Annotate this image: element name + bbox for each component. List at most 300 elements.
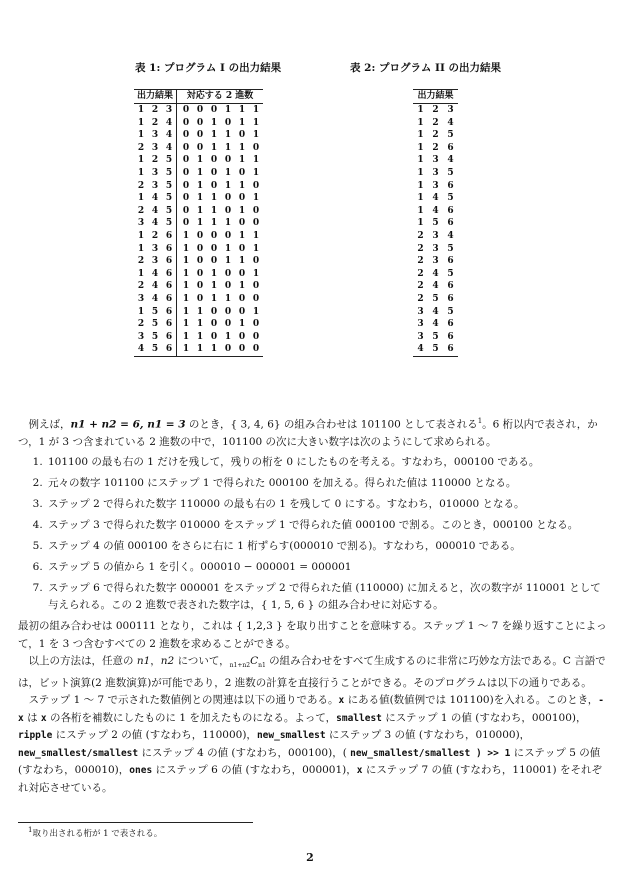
table1-binary-cell: 0 bbox=[238, 293, 246, 304]
table2-row bbox=[413, 343, 458, 356]
table1-row bbox=[134, 268, 263, 281]
table1-row bbox=[134, 129, 263, 142]
footnote-marker: 1 bbox=[477, 417, 483, 425]
table1-binary-cell: 0 bbox=[210, 180, 218, 191]
table1-binary-cell: 0 bbox=[224, 193, 232, 204]
table1-binary-cell: 1 bbox=[210, 193, 218, 204]
table1-output-cell: 1 bbox=[137, 117, 145, 128]
table1-binary-cell: 1 bbox=[196, 306, 204, 317]
table2-row bbox=[413, 167, 458, 180]
table1-output-cell: 2 bbox=[137, 281, 145, 292]
table1-binary-cell: 1 bbox=[252, 230, 260, 241]
table2-row bbox=[413, 192, 458, 205]
table1-output-cell: 5 bbox=[165, 205, 173, 216]
table1-binary-cell: 1 bbox=[238, 180, 246, 191]
code-smallest: smallest bbox=[336, 712, 382, 724]
table1-output-cell: 6 bbox=[165, 281, 173, 292]
table2-output-cell: 6 bbox=[447, 180, 454, 191]
table1-output-cell: 4 bbox=[151, 218, 159, 229]
table1-row bbox=[134, 217, 263, 230]
table1-binary-cell: 0 bbox=[177, 180, 194, 193]
intro-text-2: のとき，{ 3, 4, 6} の組み合わせは 101100 として表される bbox=[185, 418, 478, 431]
table1-binary-cell: 1 bbox=[224, 105, 232, 115]
table1-binary-cell: 0 bbox=[210, 331, 218, 342]
table2-output-cell: 4 bbox=[432, 193, 439, 204]
table1-binary-cell: 1 bbox=[193, 343, 207, 356]
table1-binary-cell: 0 bbox=[196, 256, 204, 267]
table1-output-cell: 2 bbox=[137, 142, 145, 153]
table2-row bbox=[413, 318, 458, 331]
table1-binary-cell: 1 bbox=[224, 180, 232, 191]
table1-binary-cell: 1 bbox=[210, 130, 218, 141]
table1-output-cell: 1 bbox=[137, 268, 145, 279]
table1-binary-cell: 0 bbox=[224, 205, 232, 216]
table1-output-cell: 6 bbox=[165, 268, 173, 279]
table1-binary-cell: 0 bbox=[235, 343, 249, 356]
table1-output-cell: 4 bbox=[151, 193, 159, 204]
table2-output-cell: 2 bbox=[417, 293, 424, 304]
table2-output-cell: 1 bbox=[417, 130, 424, 141]
table1-output-cell: 5 bbox=[151, 306, 159, 317]
table2-row bbox=[413, 243, 458, 256]
table1-output-cell: 6 bbox=[165, 293, 173, 304]
table1-caption: 表 1: プログラム I の出力結果 bbox=[135, 62, 282, 74]
table2-output-cell: 6 bbox=[447, 281, 454, 292]
p4-text-i: にステップ 5 の値 (すなわち，000010)， bbox=[18, 746, 601, 777]
step-item: 4. ステップ 3 で得られた数字 010000 をステップ 1 で得られた値 000100 で割る。このとき，000100 となる。 bbox=[46, 517, 608, 535]
paragraph-4 bbox=[18, 692, 608, 797]
code-new-smallest: new_smallest bbox=[256, 730, 326, 742]
table2-output-cell: 4 bbox=[432, 205, 439, 216]
step-item: 7. ステップ 6 で得られた数字 000001 をステップ 2 で得られた値 (110000) に加えると，次の数字が 110001 として与えられる。この 2 進数で表された数字は，{ 1, 5, 6 } の組み合わせに対応する。 bbox=[46, 580, 608, 615]
table1-binary-cell: 1 bbox=[238, 155, 246, 166]
p4-text-h: にステップ 4 の値 (すなわち，000100)，( bbox=[138, 746, 351, 759]
table1-output-cell: 4 bbox=[151, 205, 159, 216]
table2-output-cell: 2 bbox=[417, 256, 424, 267]
table1-row bbox=[134, 280, 263, 293]
table1-binary-cell: 1 bbox=[196, 180, 204, 191]
code-x: x bbox=[338, 695, 345, 707]
table1-output-cell: 5 bbox=[148, 343, 162, 356]
table1-binary-cell: 0 bbox=[177, 217, 194, 230]
table1-binary-cell: 1 bbox=[196, 167, 204, 178]
table1-binary-cell: 0 bbox=[224, 306, 232, 317]
table1-output-cell: 2 bbox=[151, 105, 159, 115]
table1-binary-cell: 0 bbox=[177, 167, 194, 180]
p4-text-c: は bbox=[23, 711, 41, 724]
table1-output-cell: 6 bbox=[165, 319, 173, 330]
p3-text: 以上の方法は，任意の bbox=[28, 655, 137, 667]
table1-output-cell: 4 bbox=[165, 117, 173, 128]
table1-output-cell: 2 bbox=[151, 155, 159, 166]
table1-row bbox=[134, 255, 263, 268]
table1-binary-cell: 1 bbox=[196, 155, 204, 166]
table2-row bbox=[413, 142, 458, 155]
table2-output-cell: 2 bbox=[417, 281, 424, 292]
table1-binary-cell: 1 bbox=[252, 268, 260, 279]
table1-output-cell: 6 bbox=[165, 230, 173, 241]
table2-row bbox=[413, 293, 458, 306]
table1-binary-cell: 0 bbox=[221, 343, 235, 356]
table1-output-cell: 3 bbox=[165, 105, 173, 115]
table1-binary-cell: 1 bbox=[224, 218, 232, 229]
code-negx: -x bbox=[18, 695, 605, 724]
table1-output-cell: 5 bbox=[165, 180, 173, 191]
table1-binary-cell: 0 bbox=[196, 117, 204, 128]
table1-binary-cell: 1 bbox=[210, 117, 218, 128]
intro-paragraph bbox=[18, 413, 608, 452]
table1-header-binary: 対応する 2 進数 bbox=[177, 90, 264, 104]
code-x: x bbox=[40, 712, 47, 724]
p4-text-e: にステップ 1 の値 (すなわち，000100)， bbox=[381, 711, 587, 724]
table2 bbox=[413, 89, 458, 357]
code-ones: ones bbox=[129, 765, 153, 777]
table1 bbox=[134, 89, 263, 357]
table2-output-cell: 6 bbox=[447, 205, 454, 216]
table2-output-cell: 3 bbox=[417, 306, 424, 317]
table2-output-cell: 1 bbox=[417, 117, 424, 128]
table1-binary-cell: 1 bbox=[210, 268, 218, 279]
table1-binary-cell: 1 bbox=[210, 142, 218, 153]
table2-output-cell: 5 bbox=[447, 306, 454, 317]
table1-binary-cell: 0 bbox=[238, 306, 246, 317]
step-item: 3. ステップ 2 で得られた数字 110000 の最も右の 1 を残して 0 にする。すなわち，010000 となる。 bbox=[46, 496, 608, 514]
p3-text-2: について， bbox=[174, 655, 230, 667]
table1-binary-cell: 1 bbox=[210, 281, 218, 292]
table1-output-cell: 5 bbox=[151, 331, 159, 342]
paragraph-3 bbox=[18, 653, 608, 692]
table1-binary-cell: 0 bbox=[210, 319, 218, 330]
table1-output-cell: 3 bbox=[151, 256, 159, 267]
table1-binary-cell: 1 bbox=[224, 256, 232, 267]
table1-binary-cell: 1 bbox=[196, 218, 204, 229]
table1-binary-cell: 0 bbox=[252, 331, 260, 342]
table1-binary-cell: 0 bbox=[252, 205, 260, 216]
table1-header-output: 出力結果 bbox=[134, 90, 177, 104]
table1-binary-cell: 0 bbox=[224, 155, 232, 166]
table1-binary-cell: 1 bbox=[238, 281, 246, 292]
table2-output-cell: 4 bbox=[432, 319, 439, 330]
table1-binary-cell: 0 bbox=[196, 230, 204, 241]
table1-binary-cell: 0 bbox=[196, 281, 204, 292]
table2-row bbox=[413, 104, 458, 117]
table1-binary-cell: 1 bbox=[252, 243, 260, 254]
table1-binary-cell: 1 bbox=[252, 105, 260, 115]
step-item: 1. 101100 の最も右の 1 だけを残して，残りの桁を 0 にしたものを考える。すなわち，000100 である。 bbox=[46, 454, 608, 472]
table2-output-cell: 3 bbox=[432, 230, 439, 241]
table2-output-cell: 3 bbox=[432, 155, 439, 166]
table2-output-cell: 5 bbox=[447, 193, 454, 204]
table1-binary-cell: 0 bbox=[210, 306, 218, 317]
table2-output-cell: 3 bbox=[432, 167, 439, 178]
table1-row bbox=[134, 343, 263, 356]
table1-binary-cell: 1 bbox=[252, 130, 260, 141]
table2-output-cell: 6 bbox=[447, 218, 454, 229]
code-x: x bbox=[356, 765, 363, 777]
table1-output-cell: 1 bbox=[137, 306, 145, 317]
table1-binary-cell: 1 bbox=[224, 142, 232, 153]
p4-text-j: にステップ 6 の値 (すなわち，000001)， bbox=[152, 764, 357, 777]
table2-output-cell: 3 bbox=[432, 243, 439, 254]
table1-output-cell: 5 bbox=[165, 193, 173, 204]
table1-binary-cell: 0 bbox=[252, 256, 260, 267]
table1-output-cell: 1 bbox=[137, 243, 145, 254]
table1-binary-cell: 0 bbox=[238, 193, 246, 204]
table1-row bbox=[134, 243, 263, 256]
table1-output-cell: 1 bbox=[137, 130, 145, 141]
code-ripple: ripple bbox=[18, 730, 53, 742]
table2-output-cell: 1 bbox=[417, 155, 424, 166]
p4-text-g: にステップ 3 の値 (すなわち，010000)， bbox=[325, 729, 531, 742]
table1-output-cell: 3 bbox=[151, 243, 159, 254]
table2-output-cell: 1 bbox=[417, 142, 424, 153]
table2-output-cell: 1 bbox=[417, 218, 424, 229]
table1-output-cell: 4 bbox=[165, 142, 173, 153]
table2-output-cell: 2 bbox=[432, 130, 439, 141]
table1-output-cell: 6 bbox=[165, 243, 173, 254]
table1-binary-cell: 0 bbox=[238, 167, 246, 178]
table2-output-cell: 6 bbox=[447, 142, 454, 153]
table2-output-cell: 4 bbox=[447, 117, 454, 128]
table2-output-cell: 1 bbox=[417, 205, 424, 216]
table1-binary-cell: 1 bbox=[177, 331, 194, 344]
footnote bbox=[28, 826, 162, 839]
table1-binary-cell: 1 bbox=[224, 331, 232, 342]
table1-output-cell: 4 bbox=[134, 343, 148, 356]
paragraph-2: 最初の組み合わせは 000111 となり，これは { 1,2,3 } を取り出すことを意味する。ステップ 1 ～ 7 を繰り返すことによって，1 を 3 つ含むすべての 2 進数を求めることができる。 bbox=[18, 620, 607, 650]
table2-output-cell: 5 bbox=[432, 331, 439, 342]
table1-binary-cell: 1 bbox=[238, 117, 246, 128]
table1-binary-cell: 1 bbox=[177, 255, 194, 268]
table1-binary-cell: 1 bbox=[238, 205, 246, 216]
table1-output-cell: 3 bbox=[151, 130, 159, 141]
table1-output-cell: 6 bbox=[165, 331, 173, 342]
table1-binary-cell: 1 bbox=[177, 230, 194, 243]
table2-caption: 表 2: プログラム II の出力結果 bbox=[350, 62, 502, 74]
table1-binary-cell: 1 bbox=[177, 306, 194, 319]
table1-output-cell: 3 bbox=[137, 293, 145, 304]
table2-output-cell: 6 bbox=[443, 343, 458, 356]
table1-binary-cell: 0 bbox=[210, 167, 218, 178]
table1-binary-cell: 1 bbox=[224, 293, 232, 304]
table1-binary-cell: 0 bbox=[224, 319, 232, 330]
table2-output-cell: 4 bbox=[447, 230, 454, 241]
p3-comb-n1: n1 bbox=[258, 662, 266, 670]
table1-binary-cell: 1 bbox=[196, 205, 204, 216]
table1-output-cell: 6 bbox=[165, 256, 173, 267]
page-number: 2 bbox=[306, 851, 314, 864]
table1-binary-cell: 1 bbox=[238, 142, 246, 153]
table2-header-output: 出力結果 bbox=[413, 90, 458, 104]
table2-output-cell: 2 bbox=[417, 268, 424, 279]
table2-output-cell: 1 bbox=[417, 193, 424, 204]
table2-row bbox=[413, 129, 458, 142]
step-item: 6. ステップ 5 の値から 1 を引く。000010 − 000001 = 000001 bbox=[46, 559, 608, 577]
table1-binary-cell: 0 bbox=[210, 155, 218, 166]
table2-row bbox=[413, 230, 458, 243]
table2-output-cell: 5 bbox=[447, 130, 454, 141]
table2-row bbox=[413, 280, 458, 293]
table1-binary-cell: 0 bbox=[177, 192, 194, 205]
table1-row bbox=[134, 230, 263, 243]
table1-binary-cell: 0 bbox=[196, 142, 204, 153]
p3-comb-c: C bbox=[250, 655, 259, 667]
table2-output-cell: 2 bbox=[417, 243, 424, 254]
table1-binary-cell: 1 bbox=[196, 331, 204, 342]
footnote-rule bbox=[18, 822, 253, 823]
table1-binary-cell: 0 bbox=[177, 117, 194, 130]
table2-output-cell: 4 bbox=[413, 343, 428, 356]
table1-binary-cell: 1 bbox=[177, 293, 194, 306]
table2-row bbox=[413, 331, 458, 344]
table1-output-cell: 5 bbox=[151, 319, 159, 330]
step-list bbox=[18, 454, 608, 615]
table2-output-cell: 4 bbox=[432, 268, 439, 279]
main-text bbox=[18, 413, 608, 797]
table1-output-cell: 4 bbox=[165, 130, 173, 141]
table1-binary-cell: 1 bbox=[252, 167, 260, 178]
table1-row bbox=[134, 180, 263, 193]
table1-output-cell: 3 bbox=[151, 142, 159, 153]
p4-text-b: にある値(数値例では 101100)を入れる。このとき， bbox=[344, 694, 599, 707]
table1-binary-cell: 0 bbox=[238, 268, 246, 279]
table1-binary-cell: 0 bbox=[210, 256, 218, 267]
table2-output-cell: 3 bbox=[417, 331, 424, 342]
table2-output-cell: 1 bbox=[417, 167, 424, 178]
table1-output-cell: 2 bbox=[151, 230, 159, 241]
table1-binary-cell: 1 bbox=[238, 105, 246, 115]
table2-output-cell: 5 bbox=[447, 268, 454, 279]
table2-output-cell: 2 bbox=[432, 117, 439, 128]
table1-binary-cell: 0 bbox=[210, 230, 218, 241]
table2-row bbox=[413, 306, 458, 319]
table1-row bbox=[134, 318, 263, 331]
table1-output-cell: 2 bbox=[137, 256, 145, 267]
p3-comb-sub: n1+n2 bbox=[229, 662, 251, 670]
table1-binary-cell: 1 bbox=[177, 343, 194, 356]
table1-output-cell: 5 bbox=[165, 167, 173, 178]
intro-text-3: 。6 桁以内で表され，かつ，1 が 3 つ含まれている 2 進数の中で，101100 の次に大きい数字は次のようにして求められる。 bbox=[18, 418, 598, 448]
table1-row bbox=[134, 205, 263, 218]
table1-output-cell: 4 bbox=[151, 293, 159, 304]
table1-binary-cell: 1 bbox=[210, 293, 218, 304]
table1-binary-cell: 0 bbox=[249, 343, 263, 356]
table1-binary-cell: 1 bbox=[177, 243, 194, 256]
table2-row bbox=[413, 217, 458, 230]
table2-output-cell: 2 bbox=[417, 230, 424, 241]
table2-row bbox=[413, 117, 458, 130]
table1-row bbox=[134, 331, 263, 344]
footnote-mark: 1 bbox=[28, 826, 33, 834]
table1-output-cell: 5 bbox=[165, 218, 173, 229]
p4-text-d: の各桁を補数にしたものに 1 を加えたものになる。よって， bbox=[46, 711, 337, 724]
table1-binary-cell: 1 bbox=[238, 230, 246, 241]
table1-output-cell: 6 bbox=[165, 306, 173, 317]
table1-row bbox=[134, 167, 263, 180]
table2-output-cell: 2 bbox=[432, 105, 439, 115]
table2-output-cell: 1 bbox=[417, 180, 424, 191]
table1-output-cell: 2 bbox=[137, 180, 145, 191]
table1-row bbox=[134, 104, 263, 117]
table1-output-cell: 6 bbox=[162, 343, 177, 356]
table1-output-cell: 2 bbox=[151, 117, 159, 128]
table1-output-cell: 4 bbox=[151, 281, 159, 292]
intro-text: 例えば， bbox=[28, 418, 71, 431]
table1-binary-cell: 0 bbox=[224, 117, 232, 128]
table1-binary-cell: 0 bbox=[196, 268, 204, 279]
table1-binary-cell: 0 bbox=[196, 130, 204, 141]
table1-binary-cell: 0 bbox=[238, 130, 246, 141]
table1-binary-cell: 0 bbox=[252, 142, 260, 153]
p3-n2: n2 bbox=[160, 655, 175, 667]
table1-row bbox=[134, 154, 263, 167]
table2-row bbox=[413, 268, 458, 281]
footnote-text: 取り出される桁が 1 で表される。 bbox=[32, 828, 163, 839]
table1-output-cell: 3 bbox=[137, 218, 145, 229]
table1-binary-cell: 0 bbox=[252, 180, 260, 191]
step-item: 5. ステップ 4 の値 000100 をさらに右に 1 桁ずらす(000010 で割る)。すなわち，000010 である。 bbox=[46, 538, 608, 556]
table2-output-cell: 4 bbox=[432, 306, 439, 317]
table1-output-cell: 2 bbox=[137, 319, 145, 330]
p3-sep: ， bbox=[150, 655, 161, 667]
table1-binary-cell: 1 bbox=[252, 117, 260, 128]
table2-output-cell: 5 bbox=[447, 243, 454, 254]
table1-binary-cell: 0 bbox=[196, 293, 204, 304]
table1-binary-cell: 0 bbox=[252, 293, 260, 304]
table1-binary-cell: 0 bbox=[196, 105, 204, 115]
p4-text: ステップ 1 ～ 7 で示された数値例との関連は以下の通りである。 bbox=[28, 694, 339, 707]
table1-binary-cell: 0 bbox=[252, 218, 260, 229]
table1-binary-cell: 0 bbox=[196, 243, 204, 254]
table1-output-cell: 3 bbox=[151, 167, 159, 178]
table1-binary-cell: 0 bbox=[177, 154, 194, 167]
table1-row bbox=[134, 293, 263, 306]
table1-binary-cell: 1 bbox=[207, 343, 221, 356]
table1-binary-cell: 1 bbox=[224, 243, 232, 254]
table1-binary-cell: 0 bbox=[224, 268, 232, 279]
table1-row bbox=[134, 117, 263, 130]
table2-output-cell: 5 bbox=[428, 343, 443, 356]
table2-output-cell: 3 bbox=[417, 319, 424, 330]
table1-binary-cell: 0 bbox=[224, 281, 232, 292]
table1-output-cell: 3 bbox=[151, 180, 159, 191]
table1-binary-cell: 1 bbox=[252, 155, 260, 166]
table1-binary-cell: 0 bbox=[238, 331, 246, 342]
table1-binary-cell: 1 bbox=[224, 167, 232, 178]
table2-output-cell: 3 bbox=[447, 105, 454, 115]
table2-output-cell: 6 bbox=[447, 331, 454, 342]
table1-output-cell: 1 bbox=[137, 230, 145, 241]
table1-output-cell: 4 bbox=[151, 268, 159, 279]
table1-binary-cell: 1 bbox=[177, 280, 194, 293]
p4-text-f: にステップ 2 の値 (すなわち，110000)， bbox=[52, 729, 257, 742]
table1-binary-cell: 0 bbox=[252, 319, 260, 330]
step-item: 2. 元々の数字 101100 にステップ 1 で得られた 000100 を加える。得られた値は 110000 となる。 bbox=[46, 475, 608, 493]
table2-output-cell: 5 bbox=[447, 167, 454, 178]
table1-binary-cell: 0 bbox=[210, 105, 218, 115]
table2-output-cell: 4 bbox=[432, 281, 439, 292]
table2-output-cell: 5 bbox=[432, 218, 439, 229]
table2-output-cell: 3 bbox=[432, 256, 439, 267]
table1-row bbox=[134, 306, 263, 319]
table1-binary-cell: 1 bbox=[196, 319, 204, 330]
table1-output-cell: 3 bbox=[137, 331, 145, 342]
table1-binary-cell: 1 bbox=[238, 256, 246, 267]
table1-binary-cell: 1 bbox=[224, 130, 232, 141]
table1-row bbox=[134, 142, 263, 155]
table1-binary-cell: 1 bbox=[210, 205, 218, 216]
table1-output-cell: 1 bbox=[137, 155, 145, 166]
